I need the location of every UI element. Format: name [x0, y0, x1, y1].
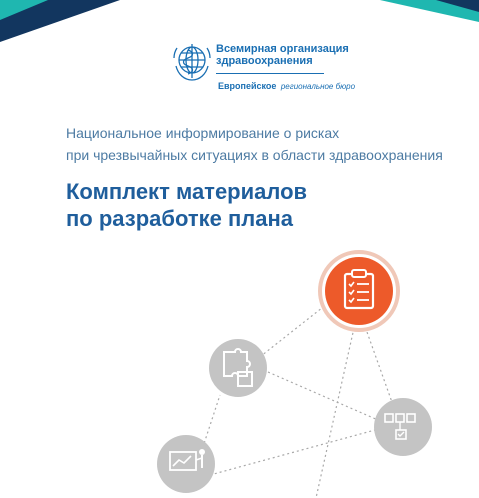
logo-divider: [216, 73, 324, 74]
who-region-sub: региональное бюро: [280, 82, 356, 91]
presentation-icon: [157, 435, 215, 493]
who-logo: [170, 40, 356, 92]
who-emblem-icon: [170, 40, 214, 84]
who-region-main: Европейское: [218, 81, 277, 91]
title-line2: по разработке плана: [66, 206, 294, 231]
who-name: [216, 44, 349, 67]
document-title: [66, 178, 466, 232]
clipboard-checklist-icon: [320, 252, 398, 330]
process-flow-icon: [374, 398, 432, 456]
who-name-line1: Всемирная организация: [216, 43, 349, 55]
subtitle-line2: при чрезвычайных ситуациях в области здравоохранения: [66, 147, 443, 163]
document-subtitle: [66, 122, 466, 166]
subtitle-line1: Национальное информирование о рисках: [66, 125, 340, 141]
who-region: [218, 76, 355, 94]
puzzle-icon: [209, 339, 267, 397]
who-name-line2: здравоохранения: [216, 54, 313, 67]
title-line1: Комплект материалов: [66, 179, 308, 204]
